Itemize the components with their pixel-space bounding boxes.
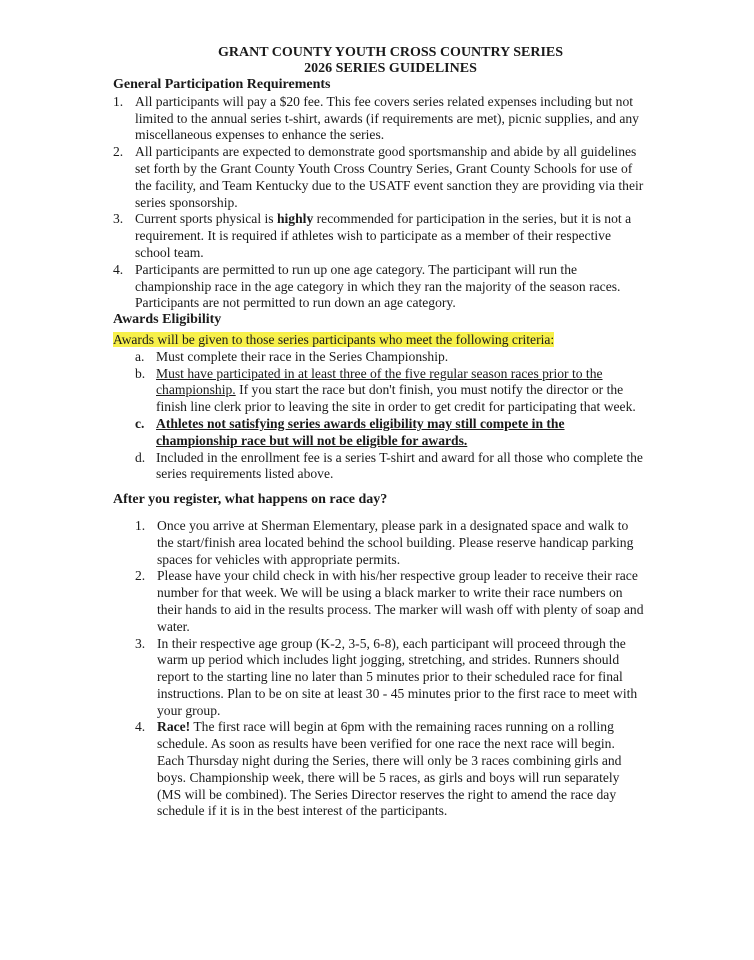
item-text: Current sports physical is — [135, 211, 277, 227]
item-letter: a. — [135, 348, 145, 364]
item-number: 3. — [135, 635, 146, 651]
item-number: 3. — [113, 211, 124, 227]
item-text: The first race will begin at 6pm with the remaining races running on a rolling schedule. As soon as results have been verified for one race the next race will begin. Each Thursday night during the Series, there will only be 3 races combining girls and boys. Championship week, there will be 5 races, as girls and boys will run separately (MS will be combined). The Series Director reserves the right to amend the race day schedule if it is in the best interest of the participants. — [157, 719, 622, 819]
item-text: recommended for participation in the series, but it is not a requirement. It is required if athletes wish to participate as a member of their respective school team. — [135, 211, 632, 260]
awards-intro-highlighted: Awards will be given to those series participants who meet the following criteria: — [113, 331, 555, 347]
item-text-bold: Race! — [157, 719, 191, 735]
item-text: Once you arrive at Sherman Elementary, please park in a designated space and walk to the start/finish area located behind the school building. Please reserve handicap parking spaces for vehicles with appropriate permits. — [157, 517, 634, 567]
list-item — [113, 366, 644, 416]
item-text: Must complete their race in the Series Championship. — [156, 348, 449, 364]
raceday-list — [113, 518, 644, 820]
general-list — [113, 94, 644, 312]
item-number: 2. — [135, 568, 146, 584]
list-item — [113, 450, 644, 484]
item-text-underlined: Must have participated in at least three of the five regular season races prior to the championship. — [156, 365, 603, 398]
list-item — [113, 94, 644, 144]
title-line-2: 2026 SERIES GUIDELINES — [304, 61, 477, 76]
item-number: 2. — [113, 144, 124, 160]
item-text: Included in the enrollment fee is a series T-shirt and award for all those who complete the series requirements listed above. — [156, 449, 643, 482]
item-text: All participants are expected to demonstrate good sportsmanship and abide by all guidelines set forth by the Grant County Youth Cross Country Series, Grant County Schools for use of the facility, and Team Kentucky due to the USATF event sanction they are providing via their series sponsorship. — [135, 144, 644, 210]
item-text: In their respective age group (K-2, 3-5, 6-8), each participant will proceed through the warm up period which includes light jogging, stretching, and strides. Runners should report to the starting line no later than 5 minutes prior to their scheduled race for final instructions. Plan to be on site at least 30 - 45 minutes prior to the first race to meet with your group. — [157, 635, 638, 718]
awards-list — [113, 349, 644, 483]
item-letter: c. — [135, 415, 145, 431]
list-item — [113, 636, 644, 720]
item-number: 1. — [113, 93, 124, 109]
list-item — [113, 144, 644, 211]
awards-heading: Awards Eligibility — [113, 312, 222, 328]
item-text-bold-underlined: Athletes not satisfying series awards eligibility may still compete in the championship race but will not be eligible for awards. — [156, 415, 565, 448]
item-number: 1. — [135, 517, 146, 533]
list-item — [113, 416, 644, 450]
list-item — [113, 568, 644, 635]
general-heading: General Participation Requirements — [113, 77, 331, 92]
item-letter: b. — [135, 365, 146, 381]
item-number: 4. — [113, 261, 124, 277]
title-line-1: GRANT COUNTY YOUTH CROSS COUNTRY SERIES — [217, 45, 564, 60]
item-text: All participants will pay a $20 fee. This fee covers series related expenses including but not limited to the annual series t-shirt, awards (if requirements are met), picnic supplies, and any miscellaneous expenses to enhance the series. — [135, 93, 639, 143]
list-item — [113, 518, 644, 568]
document-title — [113, 45, 644, 77]
item-letter: d. — [135, 449, 146, 465]
list-item — [113, 719, 644, 820]
item-text: If you start the race but don't finish, you must notify the director or the finish line clerk prior to leaving the site in order to get credit for participating that week. — [156, 382, 636, 415]
item-text: Participants are permitted to run up one age category. The participant will run the championship race in the age category in which they ran the majority of the season races. Participants are not permitted to run down an age category. — [135, 261, 621, 311]
item-text-bold: highly — [276, 211, 314, 227]
list-item — [113, 262, 644, 312]
raceday-heading: After you register, what happens on race day? — [113, 492, 388, 508]
item-number: 4. — [135, 719, 146, 735]
list-item — [113, 211, 644, 261]
list-item — [113, 349, 644, 366]
item-text: Please have your child check in with his/her respective group leader to receive their race number for that week. We will be using a black marker to write their race numbers on their hands to aid in the results process. The marker will wash off with plenty of soap and water. — [157, 568, 644, 634]
